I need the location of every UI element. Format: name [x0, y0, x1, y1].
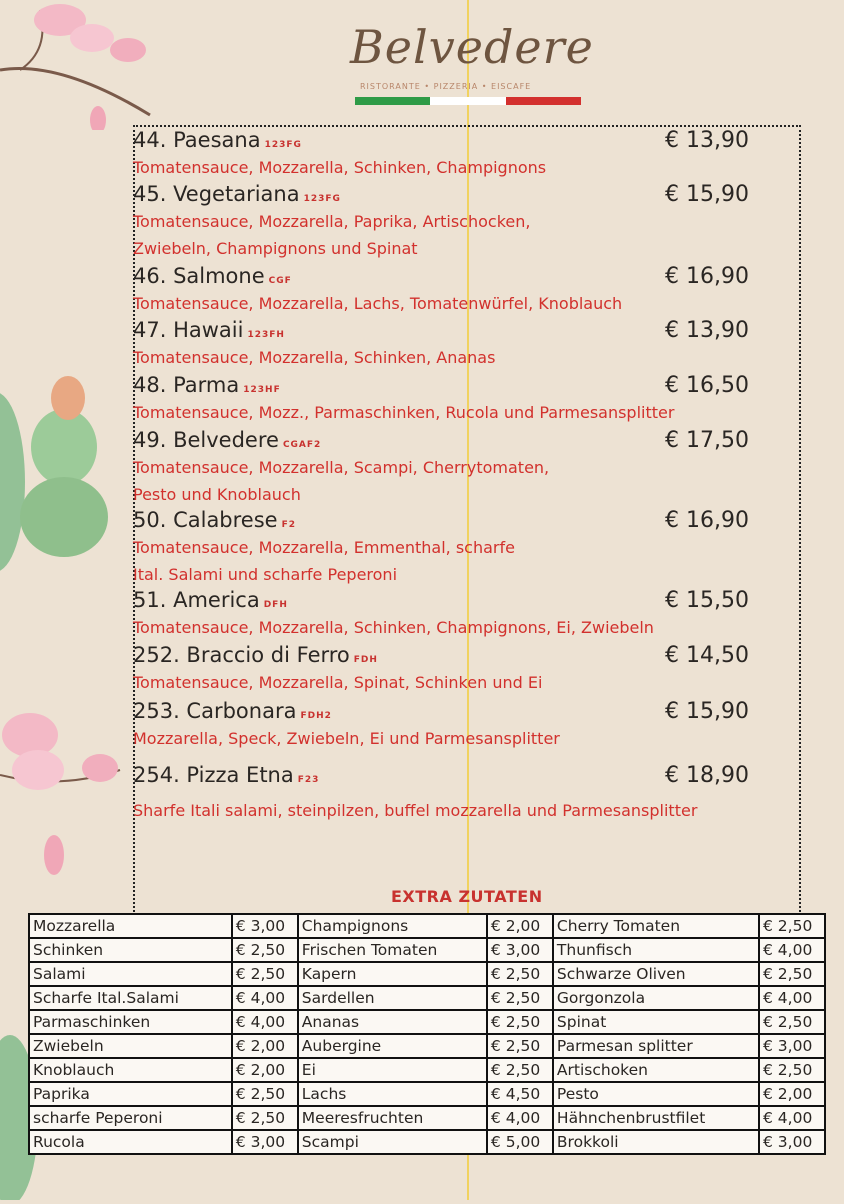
- extra-ingredient: Scharfe Ital.Salami: [29, 986, 232, 1010]
- extra-ingredient: Lachs: [298, 1082, 487, 1106]
- item-price: € 13,90: [665, 318, 749, 343]
- item-name: 48. Parma: [133, 373, 240, 397]
- brand-logo: Belvedere: [350, 20, 594, 74]
- allergen-code: 123FG: [303, 194, 341, 204]
- flag-green: [355, 97, 430, 105]
- extra-ingredient: Frischen Tomaten: [298, 938, 487, 962]
- allergen-code: FDH2: [300, 711, 332, 721]
- item-description: Sharfe Itali salami, steinpilzen, buffel mozzarella und Parmesansplitter: [133, 801, 698, 820]
- extra-price: € 2,50: [232, 938, 298, 962]
- extra-price: € 4,00: [232, 1010, 298, 1034]
- item-price: € 15,50: [665, 588, 749, 613]
- extra-price: € 4,00: [232, 986, 298, 1010]
- item-name: 46. Salmone: [133, 264, 265, 288]
- item-description: Tomatensauce, Mozzarella, Paprika, Artischocken,: [133, 212, 531, 231]
- extra-price: € 3,00: [232, 914, 298, 938]
- extra-ingredient: Zwiebeln: [29, 1034, 232, 1058]
- extra-price: € 2,50: [232, 1106, 298, 1130]
- item-name: 45. Vegetariana: [133, 182, 300, 206]
- extra-ingredient: Artischoken: [553, 1058, 759, 1082]
- extra-ingredient: Salami: [29, 962, 232, 986]
- extra-price: € 3,00: [232, 1130, 298, 1154]
- item-price: € 15,90: [665, 699, 749, 724]
- extra-ingredient: Paprika: [29, 1082, 232, 1106]
- item-description: Zwiebeln, Champignons und Spinat: [133, 239, 418, 258]
- item-price: € 13,90: [665, 128, 749, 153]
- allergen-code: 123FH: [247, 330, 285, 340]
- extra-price: € 2,50: [487, 962, 553, 986]
- extra-ingredient: Schwarze Oliven: [553, 962, 759, 986]
- extra-price: € 2,50: [487, 986, 553, 1010]
- extra-price: € 4,00: [487, 1106, 553, 1130]
- item-name: 51. America: [133, 588, 260, 612]
- extra-price: € 2,00: [232, 1034, 298, 1058]
- brand-tagline: RISTORANTE • PIZZERIA • EISCAFE: [360, 82, 532, 91]
- extra-ingredient: Schinken: [29, 938, 232, 962]
- item-name: 253. Carbonara: [133, 699, 297, 723]
- allergen-code: F23: [297, 775, 320, 785]
- extra-ingredient: Aubergine: [298, 1034, 487, 1058]
- extras-row: [29, 1034, 825, 1058]
- extra-price: € 2,50: [759, 962, 825, 986]
- extra-ingredient: Sardellen: [298, 986, 487, 1010]
- extra-ingredient: Pesto: [553, 1082, 759, 1106]
- extra-price: € 3,00: [759, 1130, 825, 1154]
- allergen-code: FDH: [353, 655, 378, 665]
- extras-row: [29, 1130, 825, 1154]
- extra-price: € 4,00: [759, 986, 825, 1010]
- extras-row: [29, 986, 825, 1010]
- extras-row: [29, 938, 825, 962]
- extra-price: € 2,00: [759, 1082, 825, 1106]
- item-name: 47. Hawaii: [133, 318, 244, 342]
- extra-ingredient: Brokkoli: [553, 1130, 759, 1154]
- extra-price: € 5,00: [487, 1130, 553, 1154]
- extra-price: € 2,50: [232, 962, 298, 986]
- item-description: Tomatensauce, Mozzarella, Scampi, Cherrytomaten,: [133, 458, 550, 477]
- extra-ingredient: Kapern: [298, 962, 487, 986]
- extra-price: € 2,50: [759, 1058, 825, 1082]
- extras-row: [29, 1082, 825, 1106]
- allergen-code: F2: [281, 520, 297, 530]
- item-description: Tomatensauce, Mozzarella, Schinken, Ananas: [133, 348, 496, 367]
- extra-price: € 3,00: [487, 938, 553, 962]
- item-price: € 16,50: [665, 373, 749, 398]
- header: [0, 0, 844, 112]
- extra-price: € 2,50: [487, 1034, 553, 1058]
- item-description: Tomatensauce, Mozz., Parmaschinken, Rucola und Parmesansplitter: [133, 403, 675, 422]
- item-name: 254. Pizza Etna: [133, 763, 294, 787]
- item-description: Tomatensauce, Mozzarella, Schinken, Champignons: [133, 158, 547, 177]
- extra-ingredient: Gorgonzola: [553, 986, 759, 1010]
- allergen-code: 123FG: [264, 140, 302, 150]
- extra-price: € 4,00: [759, 938, 825, 962]
- extra-price: € 2,00: [232, 1058, 298, 1082]
- extra-ingredient: Spinat: [553, 1010, 759, 1034]
- extra-ingredient: Ei: [298, 1058, 487, 1082]
- cactus-decoration: [0, 372, 112, 572]
- flag-red: [506, 97, 581, 105]
- extra-ingredient: Knoblauch: [29, 1058, 232, 1082]
- extras-title: EXTRA ZUTATEN: [391, 887, 543, 906]
- item-description: Tomatensauce, Mozzarella, Schinken, Champignons, Ei, Zwiebeln: [133, 618, 654, 637]
- allergen-code: 123HF: [243, 385, 281, 395]
- item-name: 49. Belvedere: [133, 428, 279, 452]
- extra-ingredient: Hähnchenbrustfilet: [553, 1106, 759, 1130]
- item-description: Ital. Salami und scharfe Peperoni: [133, 565, 398, 584]
- extra-ingredient: Champignons: [298, 914, 487, 938]
- extra-price: € 3,00: [759, 1034, 825, 1058]
- item-description: Tomatensauce, Mozzarella, Spinat, Schinken und Ei: [133, 673, 543, 692]
- extra-ingredient: Meeresfruchten: [298, 1106, 487, 1130]
- extra-price: € 4,50: [487, 1082, 553, 1106]
- extra-price: € 2,50: [759, 914, 825, 938]
- item-name: 252. Braccio di Ferro: [133, 643, 350, 667]
- extras-row: [29, 962, 825, 986]
- item-price: € 16,90: [665, 264, 749, 289]
- item-description: Mozzarella, Speck, Zwiebeln, Ei und Parmesansplitter: [133, 729, 560, 748]
- item-price: € 16,90: [665, 508, 749, 533]
- extra-price: € 2,50: [232, 1082, 298, 1106]
- extras-row: [29, 1106, 825, 1130]
- italian-flag-stripe: [355, 97, 581, 105]
- allergen-code: DFH: [263, 600, 288, 610]
- extras-row: [29, 1058, 825, 1082]
- extra-price: € 2,50: [487, 1010, 553, 1034]
- extra-price: € 2,00: [487, 914, 553, 938]
- item-description: Tomatensauce, Mozzarella, Emmenthal, scharfe: [133, 538, 515, 557]
- item-price: € 15,90: [665, 182, 749, 207]
- extra-ingredient: scharfe Peperoni: [29, 1106, 232, 1130]
- extra-ingredient: Thunfisch: [553, 938, 759, 962]
- extras-row: [29, 914, 825, 938]
- allergen-code: CGF: [268, 276, 292, 286]
- item-price: € 14,50: [665, 643, 749, 668]
- extra-ingredient: Scampi: [298, 1130, 487, 1154]
- extras-row: [29, 1010, 825, 1034]
- item-price: € 17,50: [665, 428, 749, 453]
- extra-price: € 2,50: [759, 1010, 825, 1034]
- extra-ingredient: Parmaschinken: [29, 1010, 232, 1034]
- magnolia-branch-left-decoration: [0, 680, 130, 880]
- extra-ingredient: Cherry Tomaten: [553, 914, 759, 938]
- extra-ingredient: Rucola: [29, 1130, 232, 1154]
- allergen-code: CGAF2: [282, 440, 322, 450]
- item-description: Tomatensauce, Mozzarella, Lachs, Tomatenwürfel, Knoblauch: [133, 294, 623, 313]
- item-name: 50. Calabrese: [133, 508, 278, 532]
- extra-price: € 2,50: [487, 1058, 553, 1082]
- extras-table: [28, 913, 826, 1155]
- extra-price: € 4,00: [759, 1106, 825, 1130]
- extra-ingredient: Ananas: [298, 1010, 487, 1034]
- item-price: € 18,90: [665, 763, 749, 788]
- extra-ingredient: Mozzarella: [29, 914, 232, 938]
- item-description: Pesto und Knoblauch: [133, 485, 301, 504]
- flag-white: [430, 97, 505, 105]
- extra-ingredient: Parmesan splitter: [553, 1034, 759, 1058]
- item-name: 44. Paesana: [133, 128, 261, 152]
